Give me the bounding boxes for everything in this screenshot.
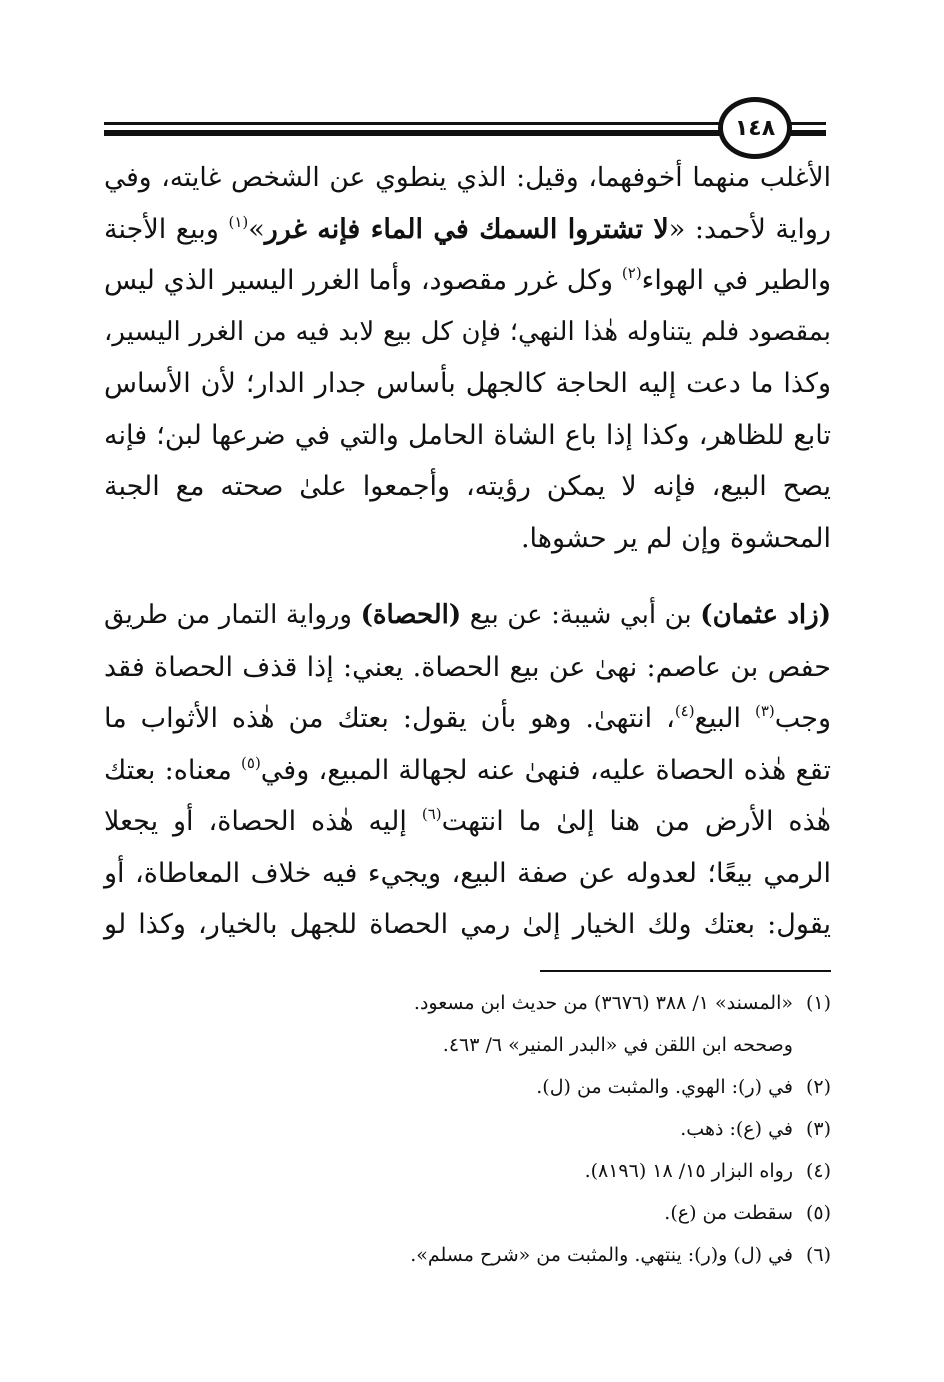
header-rule-thick	[104, 130, 722, 136]
footnote-text: في (ر): الهوي. والمثبت من (ل).	[536, 1076, 793, 1098]
text-line	[104, 204, 831, 256]
text-line	[104, 513, 831, 565]
emphasized-text: (زاد عثمان)	[700, 600, 832, 630]
text-segment: بمقصود فلم يتناوله هٰذا النهي؛ فإن كل بيع لابد فيه من الغرر اليسير،	[104, 316, 831, 347]
footnote-number: (٣)	[805, 1118, 831, 1140]
footnote-item	[104, 1192, 831, 1234]
text-segment: الرمي بيعًا؛ لعدوله عن صفة البيع، ويجيء فيه خلاف المعاطاة، أو	[104, 857, 831, 889]
text-line	[104, 642, 831, 694]
text-segment: ، انتهىٰ. وهو بأن يقول: بعتك من هٰذه الأثواب ما	[104, 703, 675, 734]
text-segment: وكذا ما دعت إليه الحاجة كالجهل بأساس جدار الدار؛ لأن الأساس	[104, 368, 831, 399]
page-number-badge	[718, 97, 792, 159]
footnotes	[104, 982, 831, 1276]
text-segment: وبيع الأجنة	[104, 213, 229, 245]
footnote-item	[104, 1108, 831, 1150]
text-segment: »	[248, 213, 265, 245]
text-segment: معناه: بعتك	[104, 754, 242, 786]
footnote-marker: (٢)	[621, 263, 642, 282]
footnote-marker: (٤)	[674, 701, 695, 720]
footnote-number: (٦)	[805, 1244, 831, 1266]
header-rule-thin	[104, 122, 722, 125]
text-segment: تقع هٰذه الحصاة عليه، فنهىٰ عنه لجهالة المبيع، وفي	[260, 754, 831, 786]
text-segment: رواية لأحمد: «	[668, 213, 831, 245]
text-segment: هٰذه الأرض من هنا إلىٰ ما انتهت	[441, 806, 831, 837]
footnote-text: سقطت من (ع).	[664, 1202, 793, 1224]
emphasized-text: (الحصاة)	[360, 600, 462, 630]
footnote-text: في (ع): ذهب.	[680, 1118, 793, 1140]
footnote-marker: (١)	[228, 212, 249, 231]
footnote-number: (٢)	[805, 1076, 831, 1098]
footnote-text: «المسند» ١/ ٣٨٨ (٣٦٧٦) من حديث ابن مسعود.	[413, 992, 793, 1014]
text-line	[104, 590, 831, 642]
text-segment: ورواية التمار من طريق	[104, 600, 361, 630]
footnote-text: وصححه ابن اللقن في «البدر المنير» ٦/ ٤٦٣.	[442, 1034, 793, 1056]
text-segment: البيع	[694, 703, 755, 734]
text-line	[104, 255, 831, 307]
text-segment: وكل غرر مقصود، وأما الغرر اليسير الذي ليس	[104, 265, 622, 296]
footnote-item	[104, 982, 831, 1024]
header-rule-right-thin	[790, 122, 826, 125]
text-line	[104, 152, 831, 204]
footnote-number: (٤)	[805, 1160, 831, 1182]
text-segment: يقول: بعتك ولك الخيار إلىٰ رمي الحصاة للجهل بالخيار، وكذا لو	[104, 909, 831, 940]
text-line	[104, 307, 831, 359]
footnote-item	[104, 1066, 831, 1108]
footnote-number: (١)	[805, 992, 831, 1014]
text-segment: إليه هٰذه الحصاة، أو يجعلا	[104, 806, 422, 837]
footnote-text: رواه البزار ١٥/ ١٨ (٨١٩٦).	[584, 1160, 793, 1182]
text-line	[104, 410, 831, 462]
footnote-item	[104, 1024, 831, 1066]
main-text	[104, 152, 831, 951]
text-segment: بن أبي شيبة: عن بيع	[461, 600, 701, 630]
text-line	[104, 461, 831, 513]
page-number: ١٤٨	[734, 115, 776, 141]
text-segment: وجب	[774, 703, 831, 734]
text-segment: حفص بن عاصم: نهىٰ عن بيع الحصاة. يعني: إذا قذف الحصاة فقد	[104, 651, 831, 683]
footnote-marker: (٣)	[754, 701, 775, 720]
text-segment: يصح البيع، فإنه لا يمكن رؤيته، وأجمعوا علىٰ صحته مع الجبة	[104, 471, 831, 502]
text-line	[104, 745, 831, 797]
text-segment: تابع للظاهر، وكذا إذا باع الشاة الحامل والتي في ضرعها لبن؛ فإنه	[104, 419, 831, 451]
emphasized-text: لا تشتروا السمك في الماء فإنه غرر	[264, 213, 669, 245]
footnote-item	[104, 1150, 831, 1192]
text-line	[104, 693, 831, 745]
footnote-number: (٥)	[805, 1202, 831, 1224]
text-line	[104, 796, 831, 848]
footnote-marker: (٦)	[421, 804, 442, 823]
text-segment: المحشوة وإن لم ير حشوها.	[520, 522, 831, 554]
text-segment: الأغلب منهما أخوفهما، وقيل: الذي ينطوي عن الشخص غايته، وفي	[104, 162, 831, 193]
header-rule-right-thick	[790, 130, 826, 136]
paragraph-gap	[104, 564, 831, 590]
footnote-separator	[540, 970, 831, 972]
footnote-text: في (ل) و(ر): ينتهي. والمثبت من «شرح مسلم».	[410, 1244, 793, 1266]
footnote-marker: (٥)	[241, 753, 261, 772]
text-line	[104, 899, 831, 951]
footnote-item	[104, 1234, 831, 1276]
text-line	[104, 358, 831, 410]
text-line	[104, 848, 831, 900]
text-segment: والطير في الهواء	[641, 265, 831, 296]
